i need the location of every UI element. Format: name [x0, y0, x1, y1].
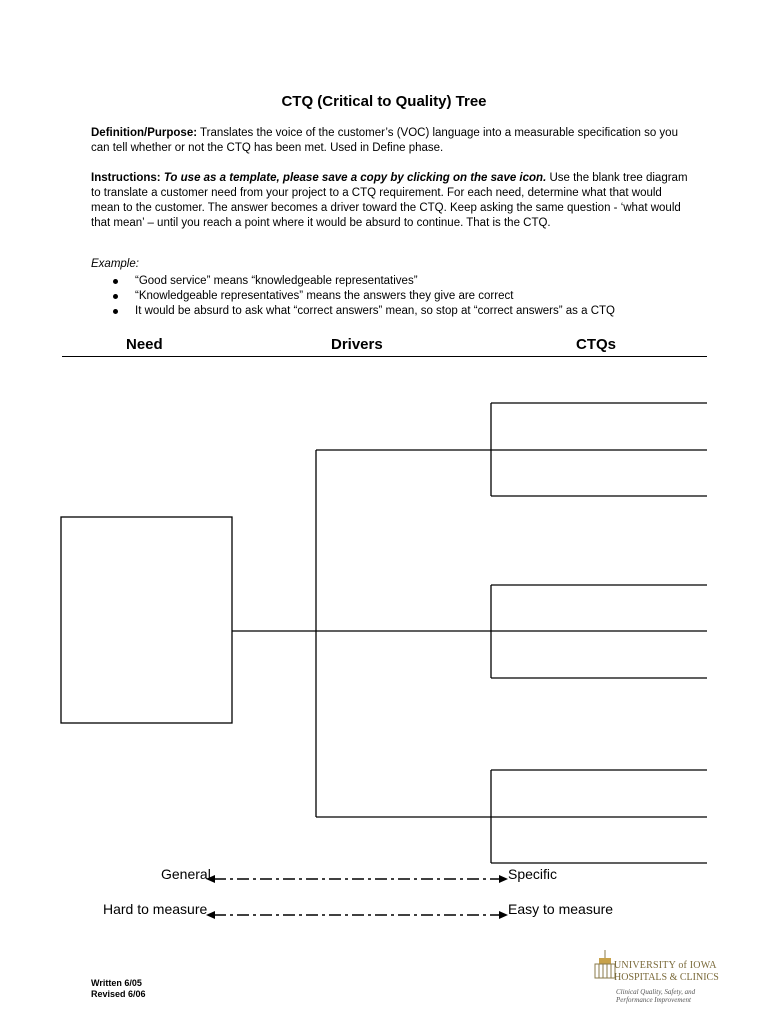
example-label: Example: [91, 258, 139, 270]
logo-line-1: UNIVERSITY of IOWA [614, 960, 717, 971]
column-header-drivers: Drivers [331, 336, 383, 353]
revised-date: Revised 6/06 [91, 989, 146, 999]
instructions-text: Use the blank tree diagram to translate a customer need from your project to a CTQ requirement. For each need, determine what that would mean to the customer. The answer becomes a driver toward the CTQ. Keep asking the same question - ‘what would that mean’ – until you reach a point where it would be absurd to continue. That is the CTQ. [91, 172, 688, 229]
uihc-logo [590, 944, 720, 1014]
list-item: “Knowledgeable representatives” means the answers they give are correct [91, 289, 615, 304]
scale-label-general: General [161, 866, 211, 882]
arrow-right-icon [499, 875, 508, 883]
list-item: It would be absurd to ask what “correct answers” mean, so stop at “correct answers” as a CTQ [91, 304, 615, 319]
definition-label: Definition/Purpose: [91, 127, 198, 139]
arrow-left-icon [206, 911, 215, 919]
revision-footer [91, 978, 146, 1000]
instructions-label: Instructions: [91, 172, 161, 184]
column-header-need: Need [126, 336, 163, 353]
scale-label-specific: Specific [508, 866, 558, 882]
list-item: “Good service” means “knowledgeable representatives” [91, 274, 615, 289]
written-date: Written 6/05 [91, 978, 142, 988]
instructions-emphasis: To use as a template, please save a copy by clicking on the save icon. [160, 172, 547, 184]
logo-line-2: HOSPITALS & CLINICS [614, 972, 719, 983]
definition-text: Translates the voice of the customer’s (VOC) language into a measurable specification so you can tell whether or not the CTQ has been met. Used in Define phase. [91, 127, 678, 154]
column-header-ctqs: CTQs [576, 336, 617, 353]
need-box[interactable] [61, 517, 232, 723]
page-title: CTQ (Critical to Quality) Tree [281, 93, 487, 110]
arrow-right-icon [499, 911, 508, 919]
logo-line-3: Clinical Quality, Safety, and Performance Improvement [616, 988, 696, 1004]
scale-label-easy: Easy to measure [508, 901, 614, 917]
scale-label-hard: Hard to measure [103, 901, 208, 917]
